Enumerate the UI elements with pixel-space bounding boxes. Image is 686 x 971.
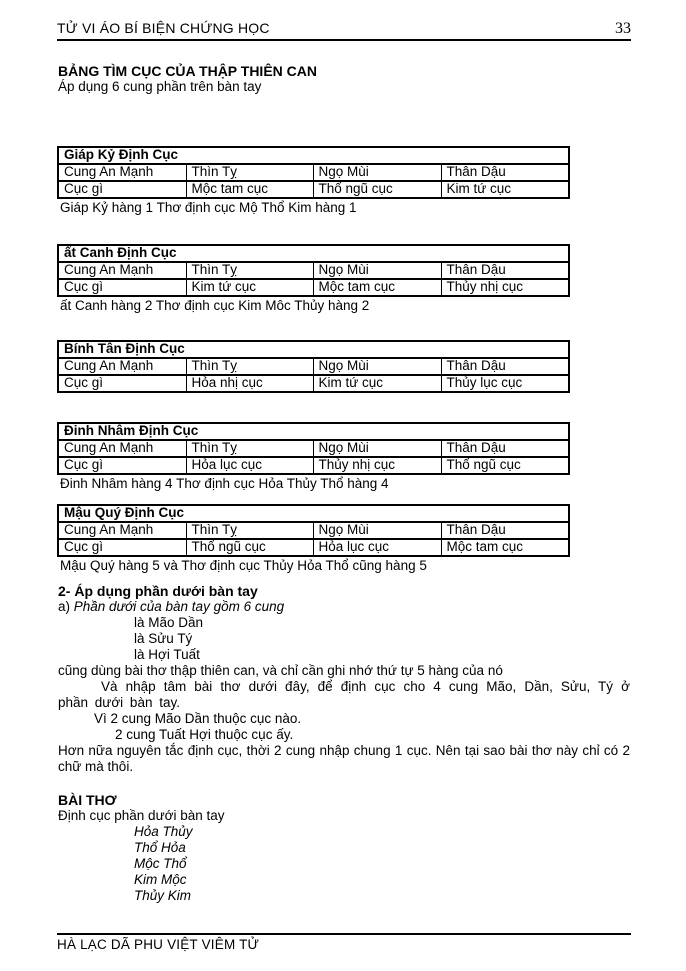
table-giap-ky-dinh-cuc <box>57 146 570 199</box>
table-cell: Thổ ngũ cục <box>313 181 441 198</box>
table-dinh-nham-dinh-cuc <box>57 422 570 475</box>
table-cell: Cung An Mạnh <box>58 522 186 539</box>
item-a-text: Phần dưới của bàn tay gồm 6 cung <box>73 599 285 614</box>
table-cell: Thủy lục cục <box>441 375 569 392</box>
table-cell: Thân Dậu <box>441 440 569 457</box>
table-cell: Cục gì <box>58 539 186 556</box>
table-cell: Ngọ Mùi <box>313 440 441 457</box>
table-cell: Cung An Mạnh <box>58 262 186 279</box>
table-title: ất Canh Định Cục <box>58 245 569 262</box>
table-cell: Thìn Tỵ <box>186 358 313 375</box>
table-block-dinh-nham <box>57 422 577 492</box>
table-cell: Thìn Tỵ <box>186 440 313 457</box>
table-cell: Cung An Mạnh <box>58 164 186 181</box>
poem-heading: BÀI THƠ <box>58 792 117 808</box>
poem-line: Hỏa Thủy <box>134 824 193 839</box>
section-heading: BẢNG TÌM CỤC CỦA THẬP THIÊN CAN <box>58 63 317 79</box>
table-cell: Thìn Tỵ <box>186 522 313 539</box>
table-cell: Mộc tam cục <box>313 279 441 296</box>
table-title: Mậu Quý Định Cục <box>58 505 569 522</box>
table-caption: ất Canh hàng 2 Thơ định cục Kim Môc Thủy hàng 2 <box>60 298 370 313</box>
table-cell: Kim tứ cục <box>313 375 441 392</box>
table-caption: Đinh Nhâm hàng 4 Thơ định cục Hỏa Thủy Thổ hàng 4 <box>60 476 389 491</box>
paragraph: cũng dùng bài thơ thập thiên can, và chỉ cần ghi nhớ thứ tự 5 hàng của nó <box>58 663 503 678</box>
table-cell: Thân Dậu <box>441 522 569 539</box>
table-binh-tan-dinh-cuc <box>57 340 570 393</box>
table-cell: Kim tứ cục <box>186 279 313 296</box>
section-subheading: Áp dụng 6 cung phần trên bàn tay <box>58 79 262 94</box>
table-cell: Thân Dậu <box>441 262 569 279</box>
table-block-at-canh <box>57 244 577 314</box>
table-cell: Cục gì <box>58 181 186 198</box>
table-cell: Thổ ngũ cục <box>186 539 313 556</box>
cung-line: là Hợi Tuất <box>134 647 200 662</box>
table-at-canh-dinh-cuc <box>57 244 570 297</box>
table-cell: Cục gì <box>58 279 186 296</box>
text-line: Vì 2 cung Mão Dần thuộc cục nào. <box>94 711 302 726</box>
table-cell: Cung An Mạnh <box>58 440 186 457</box>
table-cell: Cung An Mạnh <box>58 358 186 375</box>
table-cell: Thủy nhị cục <box>441 279 569 296</box>
table-cell: Ngọ Mùi <box>313 164 441 181</box>
table-cell: Ngọ Mùi <box>313 358 441 375</box>
table-mau-quy-dinh-cuc <box>57 504 570 557</box>
table-cell: Mộc tam cục <box>186 181 313 198</box>
table-cell: Thìn Tỵ <box>186 262 313 279</box>
poem-line: Thổ Hỏa <box>134 840 186 855</box>
page-number: 33 <box>615 20 631 37</box>
table-cell: Cục gì <box>58 375 186 392</box>
section-2-item-a <box>58 599 630 615</box>
poem-subheading: Định cục phần dưới bàn tay <box>58 808 225 823</box>
text-line: 2 cung Tuất Hợi thuộc cục ấy. <box>115 727 294 742</box>
table-title: Giáp Kỷ Định Cục <box>58 147 569 164</box>
table-block-mau-quy <box>57 504 577 574</box>
poem-line: Thủy Kim <box>134 888 192 903</box>
page-header <box>57 20 631 41</box>
table-caption: Mậu Quý hàng 5 và Thơ định cục Thủy Hỏa Thổ cũng hàng 5 <box>60 558 427 573</box>
paragraph: Hơn nữa nguyên tắc định cục, thời 2 cung nhập chung 1 cục. Nên tại sao bài thơ này chỉ có 2 chữ mà thôi. <box>58 743 630 774</box>
table-cell: Thìn Tỵ <box>186 164 313 181</box>
poem-section <box>58 792 630 904</box>
cung-line: là Sửu Tý <box>134 631 193 646</box>
table-title: Bính Tân Định Cục <box>58 341 569 358</box>
table-cell: Hỏa lục cục <box>186 457 313 474</box>
table-cell: Hỏa nhị cục <box>186 375 313 392</box>
section-2 <box>58 583 630 775</box>
poem-line: Kim Mộc <box>134 872 187 887</box>
footer-author: HÀ LẠC DÃ PHU VIỆT VIÊM TỬ <box>57 937 260 952</box>
table-cell: Thân Dậu <box>441 358 569 375</box>
table-block-binh-tan <box>57 340 577 393</box>
item-a-label: a) <box>58 599 74 614</box>
table-cell: Mộc tam cục <box>441 539 569 556</box>
table-cell: Thân Dậu <box>441 164 569 181</box>
table-title: Đinh Nhâm Định Cục <box>58 423 569 440</box>
section-2-heading: 2- Áp dụng phần dưới bàn tay <box>58 583 258 599</box>
intro-section <box>58 63 631 95</box>
page-footer <box>57 933 631 952</box>
table-block-giap-ky <box>57 146 577 216</box>
table-cell: Ngọ Mùi <box>313 262 441 279</box>
book-title: TỬ VI ÁO BÍ BIỆN CHỨNG HỌC <box>57 20 270 36</box>
paragraph: Và nhập tâm bài thơ dưới đây, để định cục cho 4 cung Mão, Dần, Sửu, Tý ở phần dưới bàn tay. <box>58 679 630 710</box>
table-cell: Thổ ngũ cục <box>441 457 569 474</box>
table-caption: Giáp Kỷ hàng 1 Thơ định cục Mộ Thổ Kim hàng 1 <box>60 200 357 215</box>
table-cell: Hỏa lục cục <box>313 539 441 556</box>
table-cell: Thủy nhị cục <box>313 457 441 474</box>
table-cell: Ngọ Mùi <box>313 522 441 539</box>
table-cell: Cục gì <box>58 457 186 474</box>
cung-line: là Mão Dần <box>134 615 204 630</box>
poem-line: Mộc Thổ <box>134 856 187 871</box>
table-cell: Kim tứ cục <box>441 181 569 198</box>
